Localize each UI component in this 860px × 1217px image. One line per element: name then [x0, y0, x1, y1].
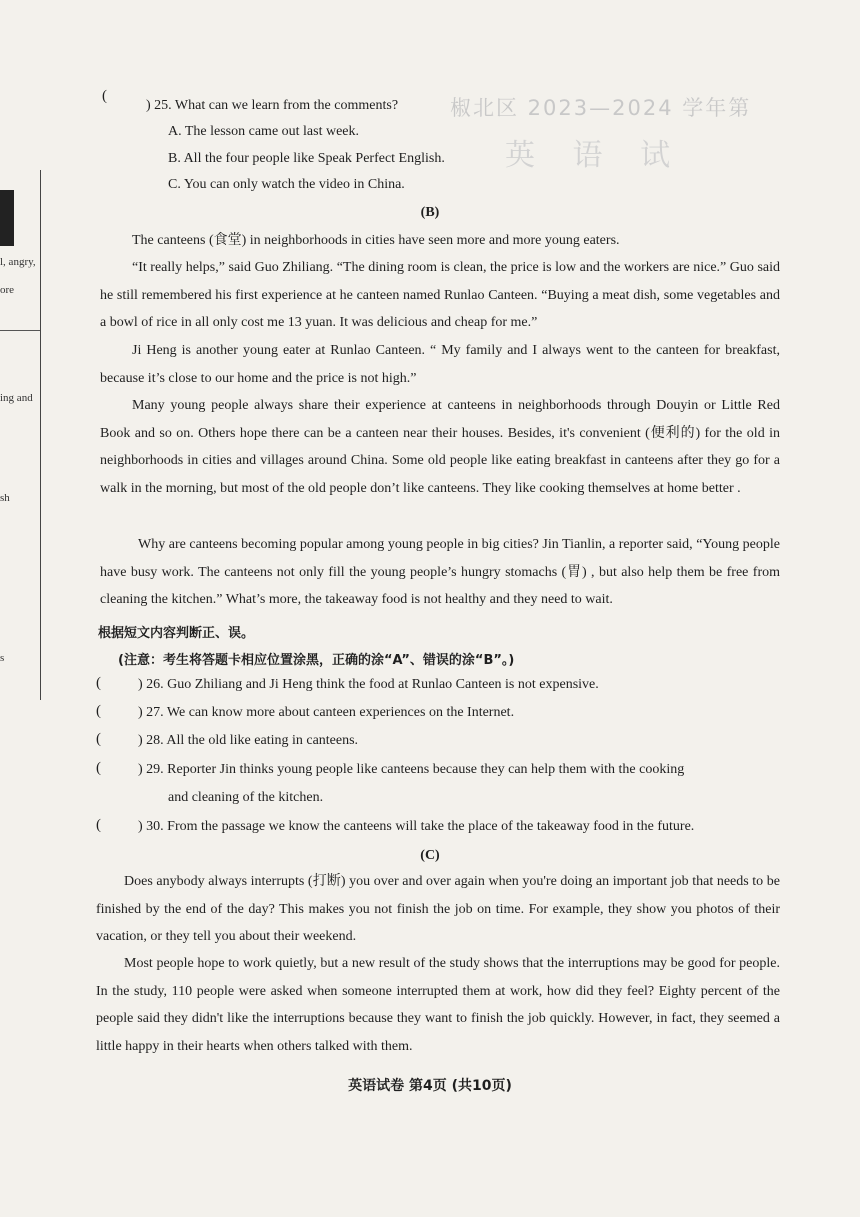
section-b-heading: (B): [420, 205, 440, 220]
section-b-instruction: 根据短文内容判断正、误。: [98, 626, 255, 641]
section-b-paragraph-4: Many young people always share their experience at canteens in neighborhoods through Douyin or Little Red Book and so on. Others hope there can be a canteen near their houses. Besides, it's convenient (便利的) for the old in neighborhoods in cities and villages around China. Some old people like eating breakfast in canteens after they go for a walk in the morning, but most of the old people don’t like canteens. They like cooking themselves at home better .: [100, 398, 780, 496]
answer-bracket: (: [96, 675, 101, 691]
section-c-paragraph-1: Does anybody always interrupts (打断) you over and over again when you're doing an important job that needs to be finished by the end of the day? This makes you not finish the job on time. For example, they show you photos of their vacation, or they tell you about their weekend.: [96, 874, 780, 944]
question-27: ) 27. We can know more about canteen experiences on the Internet.: [138, 705, 515, 720]
question-25-option-c: C. You can only watch the video in China.: [168, 177, 405, 192]
edge-text: sh: [0, 492, 10, 504]
section-b-paragraph-3: Ji Heng is another young eater at Runlao Canteen. “ My family and I always went to the canteen for breakfast, because it’s close to our home and the price is not high.”: [100, 343, 780, 386]
section-b-paragraph-5: Why are canteens becoming popular among young people in big cities? Jin Tianlin, a reporter said, “Young people have busy work. The canteens not only fill the young people’s hungry stomachs (胃) , but also help them be free from cleaning the kitchen.” What’s more, the takeaway food is not healthy and they need to wait.: [100, 537, 780, 607]
bleed-through-title: 椒北区 2023—2024 学年第: [450, 96, 752, 120]
edge-text: ore: [0, 284, 15, 296]
question-29: ) 29. Reporter Jin thinks young people like canteens because they can help them with the cooking: [138, 762, 685, 777]
page-footer: 英语试卷 第4页 (共10页): [348, 1078, 512, 1094]
section-c-paragraph-2: Most people hope to work quietly, but a new result of the study shows that the interruptions may be good for people. In the study, 110 people were asked when someone interrupted them at work, how did they feel? Eighty percent of the people said they didn't like the interruptions because they want to finish the job quickly. However, in fact, they seemed a little happy in their hearts when others talked with them.: [96, 956, 780, 1054]
answer-bracket: (: [102, 88, 107, 104]
answer-bracket: (: [96, 731, 101, 747]
section-c-heading: (C): [420, 848, 440, 863]
answer-bracket: (: [96, 703, 101, 719]
question-25-option-a: A. The lesson came out last week.: [168, 124, 360, 139]
section-b-paragraph-1: The canteens (食堂) in neighborhoods in cities have seen more and more young eaters.: [132, 233, 620, 248]
question-29-continuation: and cleaning of the kitchen.: [168, 790, 324, 805]
edge-text: s: [0, 652, 5, 664]
edge-text: ing and: [0, 392, 33, 404]
previous-page-edge: [0, 170, 41, 700]
answer-bracket: (: [96, 817, 101, 833]
question-30: ) 30. From the passage we know the canteens will take the place of the takeaway food in the future.: [138, 819, 695, 834]
answer-bracket: (: [96, 760, 101, 776]
question-25-stem: ) 25. What can we learn from the comments?: [146, 98, 399, 113]
section-b-note: (注意：考生将答题卡相应位置涂黑，正确的涂“A”、错误的涂“B”。): [118, 653, 515, 668]
question-25-option-b: B. All the four people like Speak Perfect English.: [168, 151, 445, 166]
question-26: ) 26. Guo Zhiliang and Ji Heng think the food at Runlao Canteen is not expensive.: [138, 677, 599, 692]
edge-divider: [0, 330, 40, 331]
section-b-paragraph-2: “It really helps,” said Guo Zhiliang. “The dining room is clean, the price is low and the workers are nice.” Guo said he still remembered his first experience at he canteen named Runlao Canteen. “Buying a meat dish, some vegetables and a bowl of rice in all only cost me 13 yuan. It was delicious and cheap for me.”: [100, 260, 780, 330]
question-28: ) 28. All the old like eating in canteens.: [138, 733, 359, 748]
bleed-through-subject: 英 语 试: [505, 138, 685, 173]
edge-text: l, angry,: [0, 256, 36, 268]
